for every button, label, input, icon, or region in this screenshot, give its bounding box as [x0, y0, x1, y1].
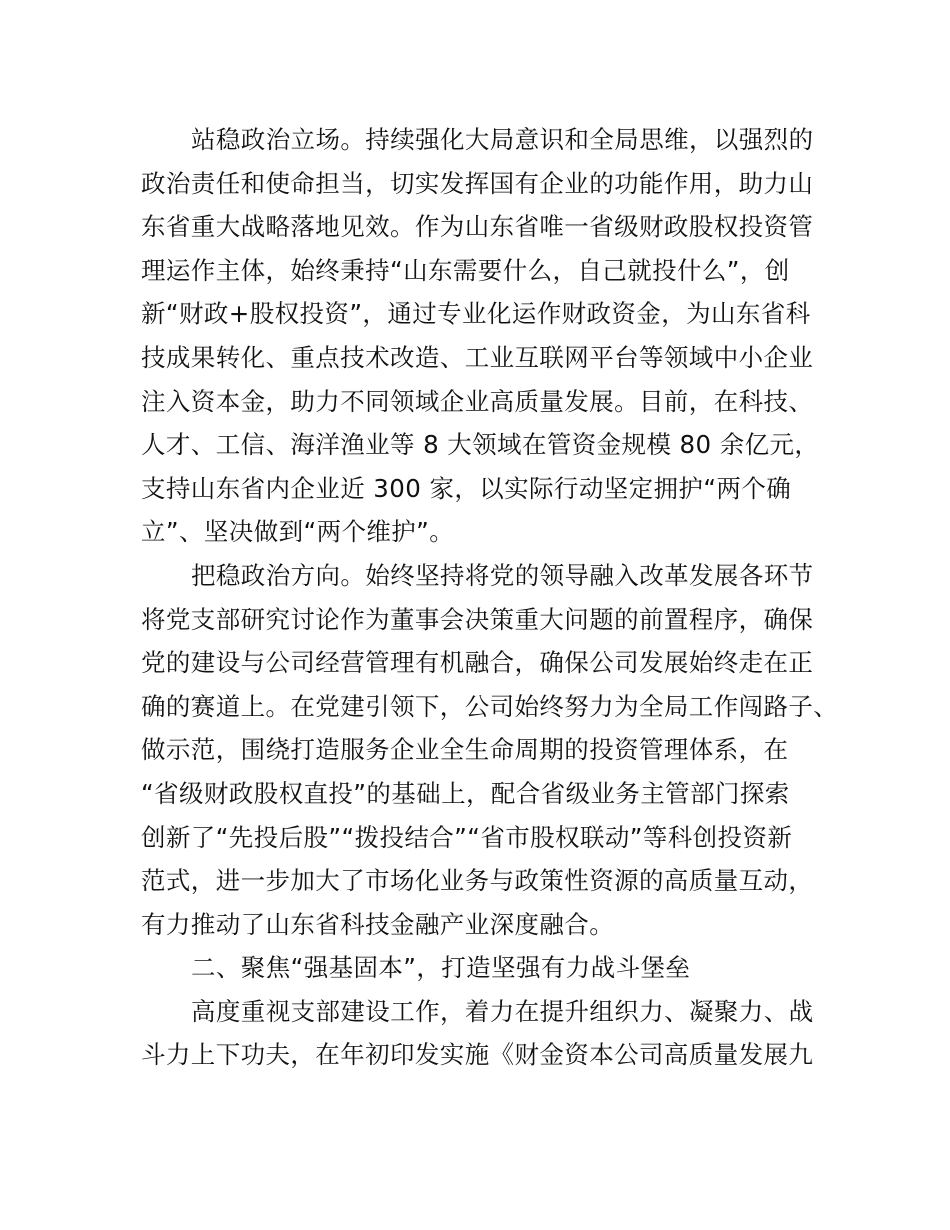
- paragraph-3-line: 高度重视支部建设工作，着力在提升组织力、凝聚力、战: [191, 996, 814, 1026]
- paragraph-1-line: 人才、工信、海洋渔业等 8 大领域在管资金规模 80 余亿元，: [141, 430, 820, 460]
- paragraph-1-line: 立”、坚决做到“两个维护”。: [141, 517, 455, 547]
- body-text: [141, 118, 839, 1077]
- paragraph-1-line: 站稳政治立场。持续强化大局意识和全局思维，以强烈的: [191, 125, 814, 154]
- paragraph-2-line: 党的建设与公司经营管理有机融合，确保公司发展始终走在正: [141, 648, 814, 678]
- paragraph-2-line: 创新了“先投后股”“拨投结合”“省市股权联动”等科创投资新: [141, 822, 793, 852]
- paragraph-2-line: “省级财政股权直投”的基础上，配合省级业务主管部门探索: [141, 778, 790, 808]
- paragraph-2-line: 做示范，围绕打造服务企业全生命周期的投资管理体系，在: [141, 735, 789, 765]
- paragraph-1-line: 东省重大战略落地见效。作为山东省唯一省级财政股权投资管: [141, 212, 814, 242]
- paragraph-3-line: 斗力上下功夫，在年初印发实施《财金资本公司高质量发展九: [141, 1040, 814, 1070]
- paragraph-1-line: 理运作主体，始终秉持“山东需要什么，自己就投什么”，创: [141, 255, 790, 285]
- paragraph-1-line: 新“财政+股权投资”，通过专业化运作财政资金，为山东省科: [141, 299, 811, 329]
- paragraph-2-line: 把稳政治方向。始终坚持将党的领导融入改革发展各环节: [191, 560, 814, 590]
- paragraph-1-line: 支持山东省内企业近 300 家，以实际行动坚定拥护“两个确: [141, 473, 792, 503]
- paragraph-1-line: 注入资本金，助力不同领域企业高质量发展。目前，在科技、: [141, 386, 814, 416]
- paragraph-1-line: 政治责任和使命担当，切实发挥国有企业的功能作用，助力山: [141, 168, 814, 198]
- paragraph-2-line: 将党支部研究讨论作为董事会决策重大问题的前置程序，确保: [141, 604, 814, 634]
- paragraph-1-line: 技成果转化、重点技术改造、工业互联网平台等领域中小企业: [141, 342, 814, 372]
- paragraph-2-line: 有力推动了山东省科技金融产业深度融合。: [141, 909, 615, 939]
- paragraph-2-line: 范式，进一步加大了市场化业务与政策性资源的高质量互动，: [141, 866, 814, 896]
- section-heading: 二、聚焦“强基固本”，打造坚强有力战斗堡垒: [191, 953, 691, 983]
- paragraph-2-line: 确的赛道上。在党建引领下，公司始终努力为全局工作闯路子、: [141, 691, 839, 721]
